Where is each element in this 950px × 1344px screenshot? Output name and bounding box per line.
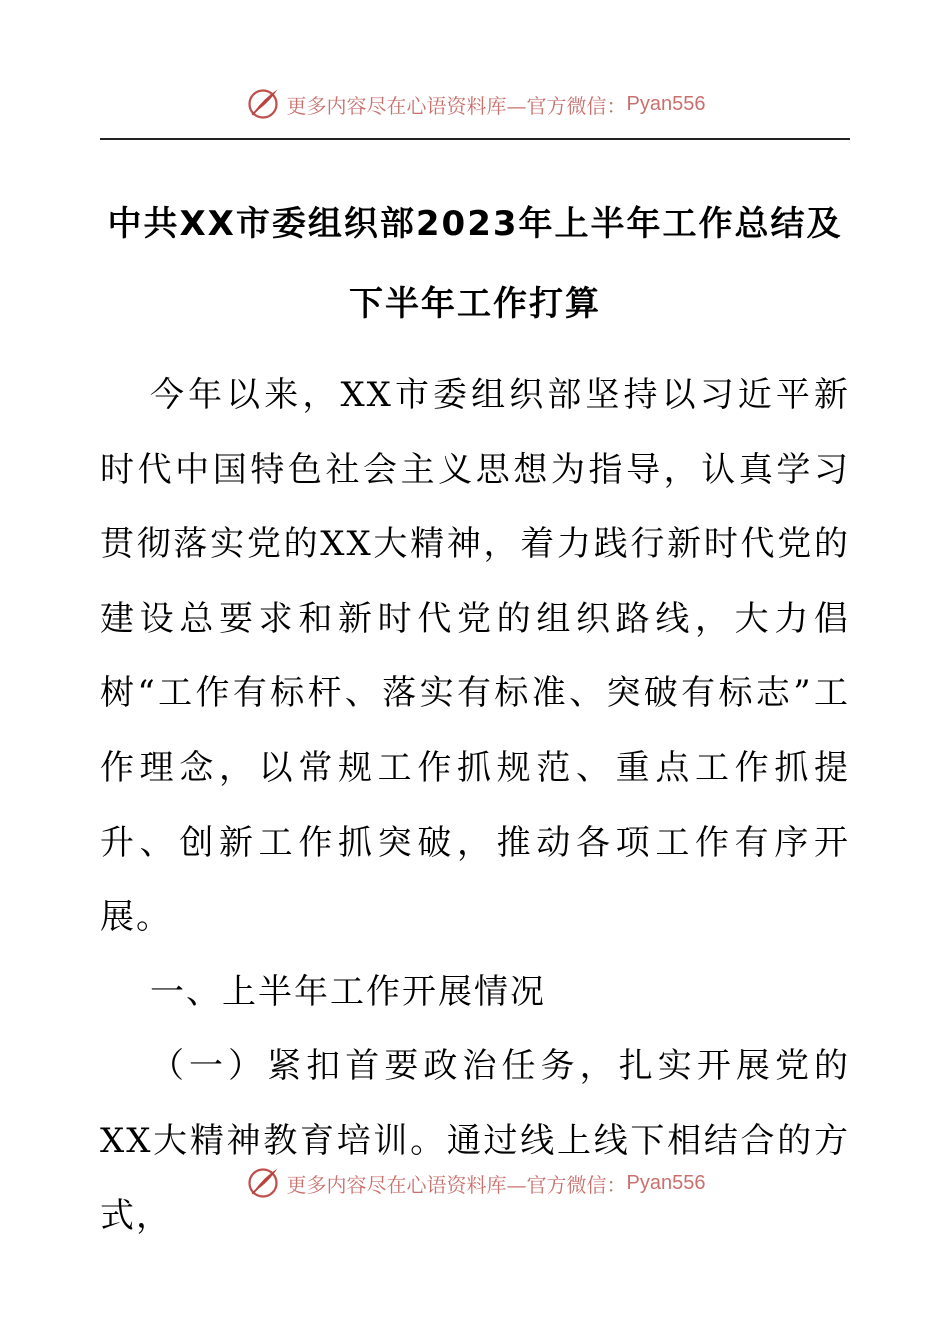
quill-pen-logo-icon <box>245 1165 281 1201</box>
watermark-wechat-id: Pyan556 <box>626 92 706 115</box>
document-title: 中共XX市委组织部2023年上半年工作总结及下半年工作打算 <box>107 204 843 324</box>
header-watermark <box>0 82 950 126</box>
intro-paragraph: 今年以来，XX市委组织部坚持以习近平新时代中国特色社会主义思想为指导，认真学习贯彻落实党的XX大精神，着力践行新时代党的建设总要求和新时代党的组织路线，大力倡树“工作有标杆、落实有标准、突破有标志”工作理念，以常规工作抓规范、重点工作抓提升、创新工作抓突破，推动各项工作有序开展。 <box>100 375 850 938</box>
footer-watermark <box>0 1161 950 1205</box>
watermark-text: 更多内容尽在心语资料库—官方微信： <box>286 93 627 118</box>
document-body <box>100 358 850 1253</box>
subsection-paragraph: （一）紧扣首要政治任务，扎实开展党的XX大精神教育培训。通过线上线下相结合的方式， <box>100 1046 850 1236</box>
section-heading: 一、上半年工作开展情况 <box>150 971 546 1012</box>
watermark-text: 更多内容尽在心语资料库—官方微信： <box>286 1172 627 1197</box>
quill-pen-logo-icon <box>245 86 281 122</box>
header-rule <box>100 138 850 140</box>
watermark-wechat-id: Pyan556 <box>626 1171 706 1194</box>
